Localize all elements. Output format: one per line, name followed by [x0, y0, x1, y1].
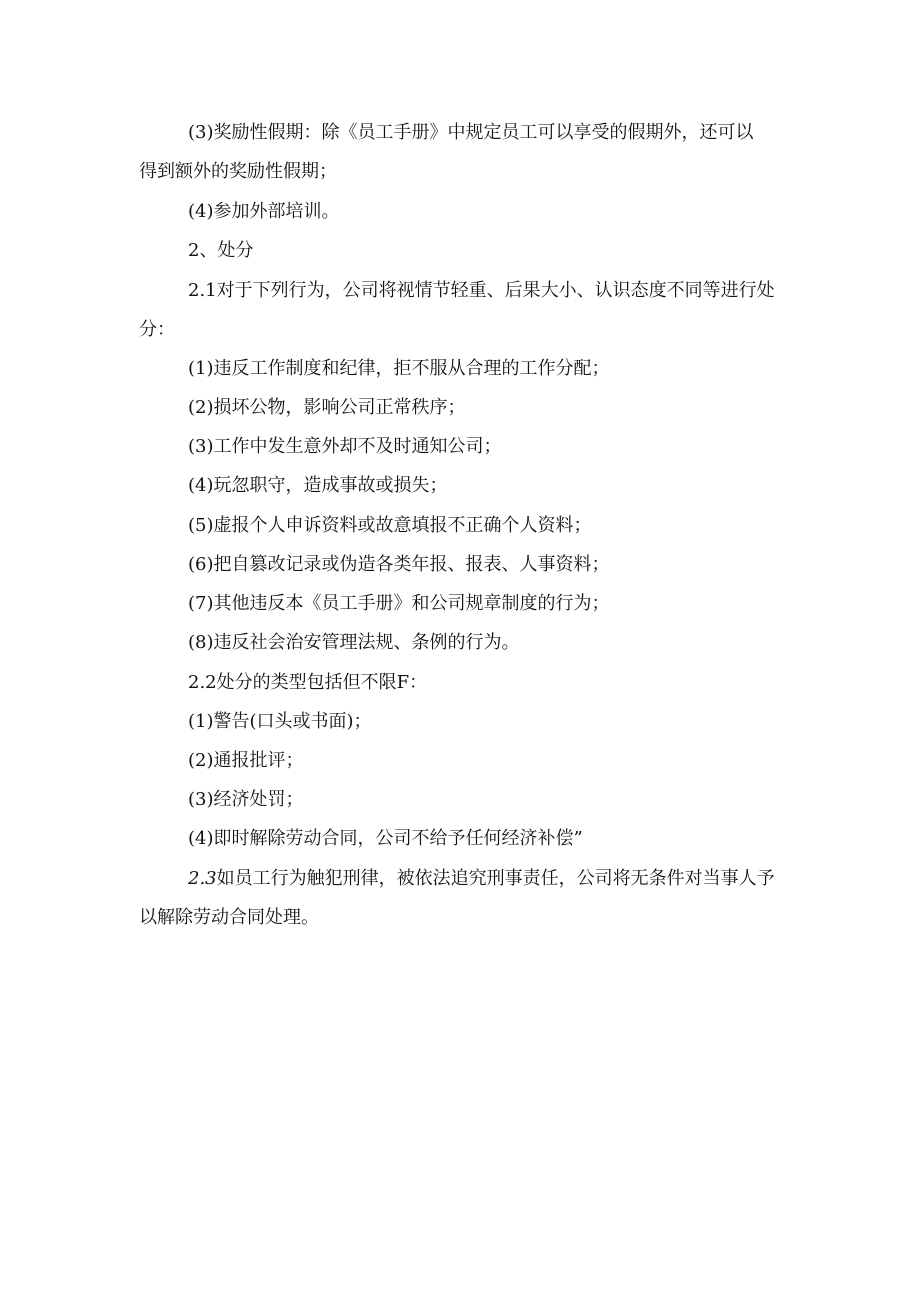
clause-2-2: 2.2处分的类型包括但不限F：	[188, 672, 428, 693]
list-item: (7)其他违反本《员工手册》和公司规章制度的行为；	[188, 593, 610, 614]
paragraph-reward-leave-line-1: (3)奖励性假期：除《员工手册》中规定员工可以享受的假期外，还可以	[188, 122, 754, 143]
list-item: (4)即时解除劳动合同，公司不给予任何经济补偿”	[188, 828, 583, 849]
clause-2-3-line-2: 以解除劳动合同处理。	[139, 907, 319, 928]
list-item: (1)警告(口头或书面)；	[188, 711, 372, 732]
list-item: (3)经济处罚；	[188, 789, 304, 810]
list-item: (6)把自篡改记录或伪造各类年报、报表、人事资料；	[188, 554, 610, 575]
section-heading-discipline: 2、处分	[188, 240, 254, 261]
clause-2-1-line-1: 2.1对于下列行为，公司将视情节轻重、后果大小、认识态度不同等进行处	[188, 280, 775, 301]
paragraph-external-training: (4)参加外部培训。	[188, 201, 340, 222]
list-item: (5)虚报个人申诉资料或故意填报不正确个人资料；	[188, 515, 592, 536]
list-item: (2)通报批评；	[188, 750, 304, 771]
list-item: (1)违反工作制度和纪律，拒不服从合理的工作分配；	[188, 358, 610, 379]
list-item: (2)损坏公物，影响公司正常秩序；	[188, 397, 466, 418]
list-item: (8)违反社会治安管理法规、条例的行为。	[188, 632, 520, 653]
list-item: (4)玩忽职守，造成事故或损失；	[188, 475, 448, 496]
clause-2-1-line-2: 分：	[139, 319, 175, 340]
clause-2-3-line-1	[188, 867, 775, 891]
clause-2-3-text: 如员工行为触犯刑律，被依法追究刑事责任，公司将无条件对当事人予	[216, 868, 775, 889]
paragraph-reward-leave-line-2: 得到额外的奖励性假期；	[139, 161, 337, 182]
clause-2-3-number: 2.3	[188, 868, 217, 889]
list-item: (3)工作中发生意外却不及时通知公司；	[188, 436, 502, 457]
